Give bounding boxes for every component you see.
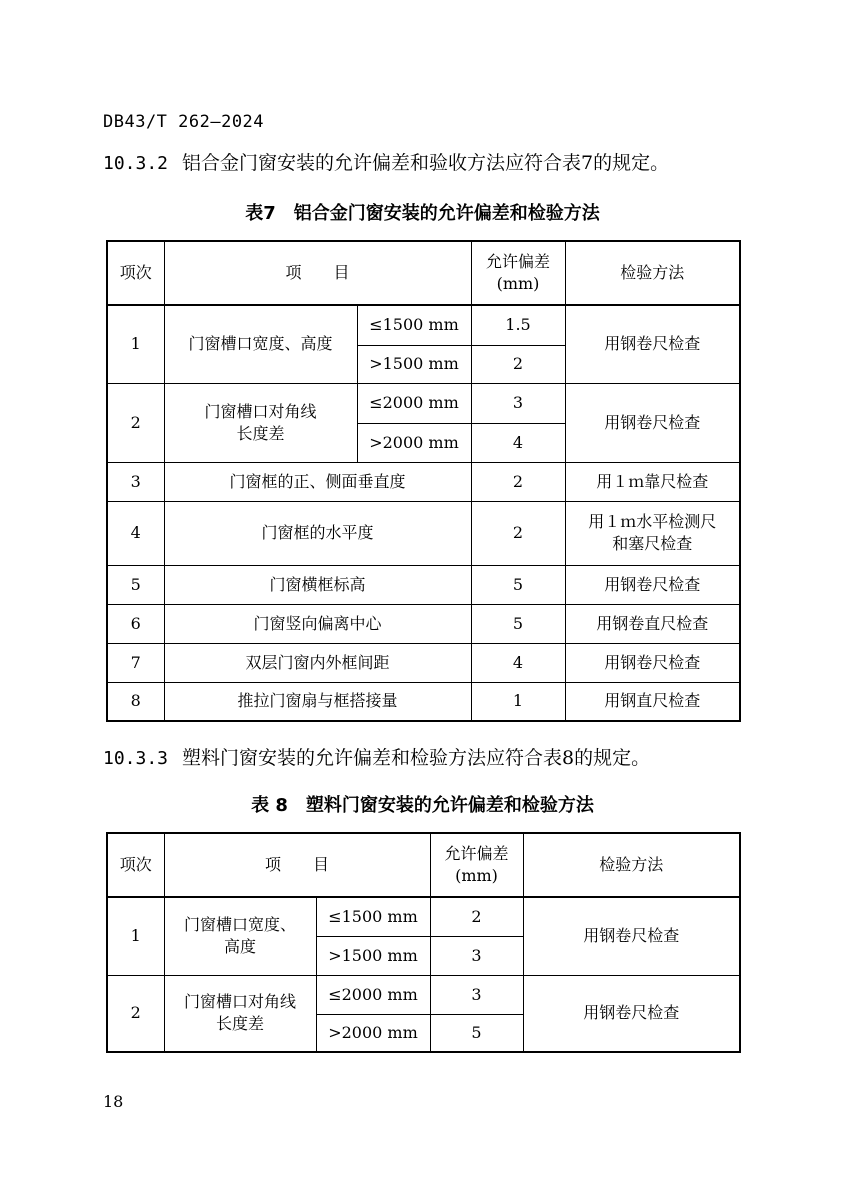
header-tolerance [430, 833, 523, 897]
header-tolerance-unit: (mm) [496, 274, 540, 293]
cell-seq: 2 [107, 383, 164, 462]
cell-method: 用钢卷尺检查 [523, 975, 740, 1052]
cell-item-line1: 门窗槽口对角线 [183, 992, 296, 1012]
cell-item-line2: 高度 [223, 937, 256, 957]
cell-method-line2: 和塞尺检查 [612, 534, 693, 553]
cell-item [164, 383, 357, 462]
cell-subrange: ≤2000 mm [357, 383, 471, 423]
cell-tolerance: 3 [430, 975, 523, 1014]
clause-10-3-2 [103, 148, 669, 175]
cell-tolerance: 5 [430, 1014, 523, 1052]
cell-item [164, 897, 316, 975]
header-method: 检验方法 [565, 241, 740, 305]
table-row [107, 305, 740, 345]
cell-tolerance: 4 [471, 423, 565, 462]
clause-number: 10.3.3 [103, 748, 169, 769]
cell-seq: 1 [107, 897, 164, 975]
cell-seq: 6 [107, 604, 164, 643]
cell-subrange: ≤1500 mm [357, 305, 471, 345]
header-method: 检验方法 [523, 833, 740, 897]
table-row [107, 682, 740, 721]
cell-method: 用１ｍ靠尺检查 [565, 462, 740, 501]
table8 [106, 832, 741, 1053]
table-header-row [107, 241, 740, 305]
clause-10-3-3 [103, 743, 650, 770]
cell-tolerance: 1 [471, 682, 565, 721]
cell-item: 门窗竖向偏离中心 [164, 604, 471, 643]
table-header-row [107, 833, 740, 897]
header-tolerance-line1: 允许偏差 [486, 252, 551, 271]
cell-item-line2: 长度差 [215, 1014, 264, 1034]
header-tolerance-unit: (mm) [455, 866, 498, 885]
header-item: 项 目 [164, 833, 430, 897]
header-tolerance-line1: 允许偏差 [444, 844, 509, 863]
cell-seq: 2 [107, 975, 164, 1052]
cell-tolerance: 2 [430, 897, 523, 936]
cell-method: 用钢卷尺检查 [565, 565, 740, 604]
cell-method: 用钢卷尺检查 [565, 305, 740, 383]
cell-subrange: >1500 mm [357, 345, 471, 383]
table-row [107, 462, 740, 501]
table-row [107, 565, 740, 604]
header-tolerance [471, 241, 565, 305]
cell-item: 门窗槽口宽度、高度 [164, 305, 357, 383]
cell-seq: 4 [107, 501, 164, 565]
clause-text: 塑料门窗安装的允许偏差和检验方法应符合表8的规定。 [182, 747, 651, 769]
cell-subrange: ≤1500 mm [316, 897, 430, 936]
standard-code: DB43/T 262—2024 [103, 112, 265, 132]
cell-method: 用钢卷尺检查 [565, 643, 740, 682]
table7 [106, 240, 741, 722]
cell-seq: 7 [107, 643, 164, 682]
cell-item [164, 975, 316, 1052]
cell-method-line1: 用１ｍ水平检测尺 [588, 512, 717, 531]
cell-method: 用钢卷直尺检查 [565, 604, 740, 643]
cell-item: 门窗横框标高 [164, 565, 471, 604]
cell-seq: 3 [107, 462, 164, 501]
table8-caption: 表 8 塑料门窗安装的允许偏差和检验方法 [251, 795, 594, 816]
table-row [107, 643, 740, 682]
cell-subrange: >2000 mm [357, 423, 471, 462]
cell-item-line1: 门窗槽口对角线 [204, 401, 317, 421]
cell-tolerance: 5 [471, 604, 565, 643]
cell-method [565, 501, 740, 565]
cell-item: 推拉门窗扇与框搭接量 [164, 682, 471, 721]
cell-tolerance: 4 [471, 643, 565, 682]
page-number: 18 [103, 1092, 124, 1111]
cell-tolerance: 1.5 [471, 305, 565, 345]
header-seq: 项次 [107, 241, 164, 305]
cell-tolerance: 2 [471, 462, 565, 501]
header-seq: 项次 [107, 833, 164, 897]
table-row [107, 897, 740, 936]
clause-number: 10.3.2 [103, 153, 169, 174]
cell-item-line2: 长度差 [236, 423, 285, 443]
table7-caption: 表7 铝合金门窗安装的允许偏差和检验方法 [245, 203, 600, 224]
cell-subrange: ≤2000 mm [316, 975, 430, 1014]
cell-tolerance: 5 [471, 565, 565, 604]
cell-tolerance: 2 [471, 345, 565, 383]
cell-item: 门窗框的水平度 [164, 501, 471, 565]
cell-tolerance: 3 [471, 383, 565, 423]
cell-subrange: >1500 mm [316, 936, 430, 975]
cell-subrange: >2000 mm [316, 1014, 430, 1052]
cell-seq: 5 [107, 565, 164, 604]
table-row [107, 501, 740, 565]
cell-seq: 1 [107, 305, 164, 383]
cell-item-line1: 门窗槽口宽度、 [183, 915, 296, 935]
cell-tolerance: 2 [471, 501, 565, 565]
clause-text: 铝合金门窗安装的允许偏差和验收方法应符合表7的规定。 [182, 152, 670, 174]
cell-seq: 8 [107, 682, 164, 721]
cell-method: 用钢直尺检查 [565, 682, 740, 721]
table-row [107, 975, 740, 1014]
table-row [107, 604, 740, 643]
cell-tolerance: 3 [430, 936, 523, 975]
header-item: 项 目 [164, 241, 471, 305]
cell-item: 双层门窗内外框间距 [164, 643, 471, 682]
cell-method: 用钢卷尺检查 [565, 383, 740, 462]
cell-method: 用钢卷尺检查 [523, 897, 740, 975]
cell-item: 门窗框的正、侧面垂直度 [164, 462, 471, 501]
table-row [107, 383, 740, 423]
